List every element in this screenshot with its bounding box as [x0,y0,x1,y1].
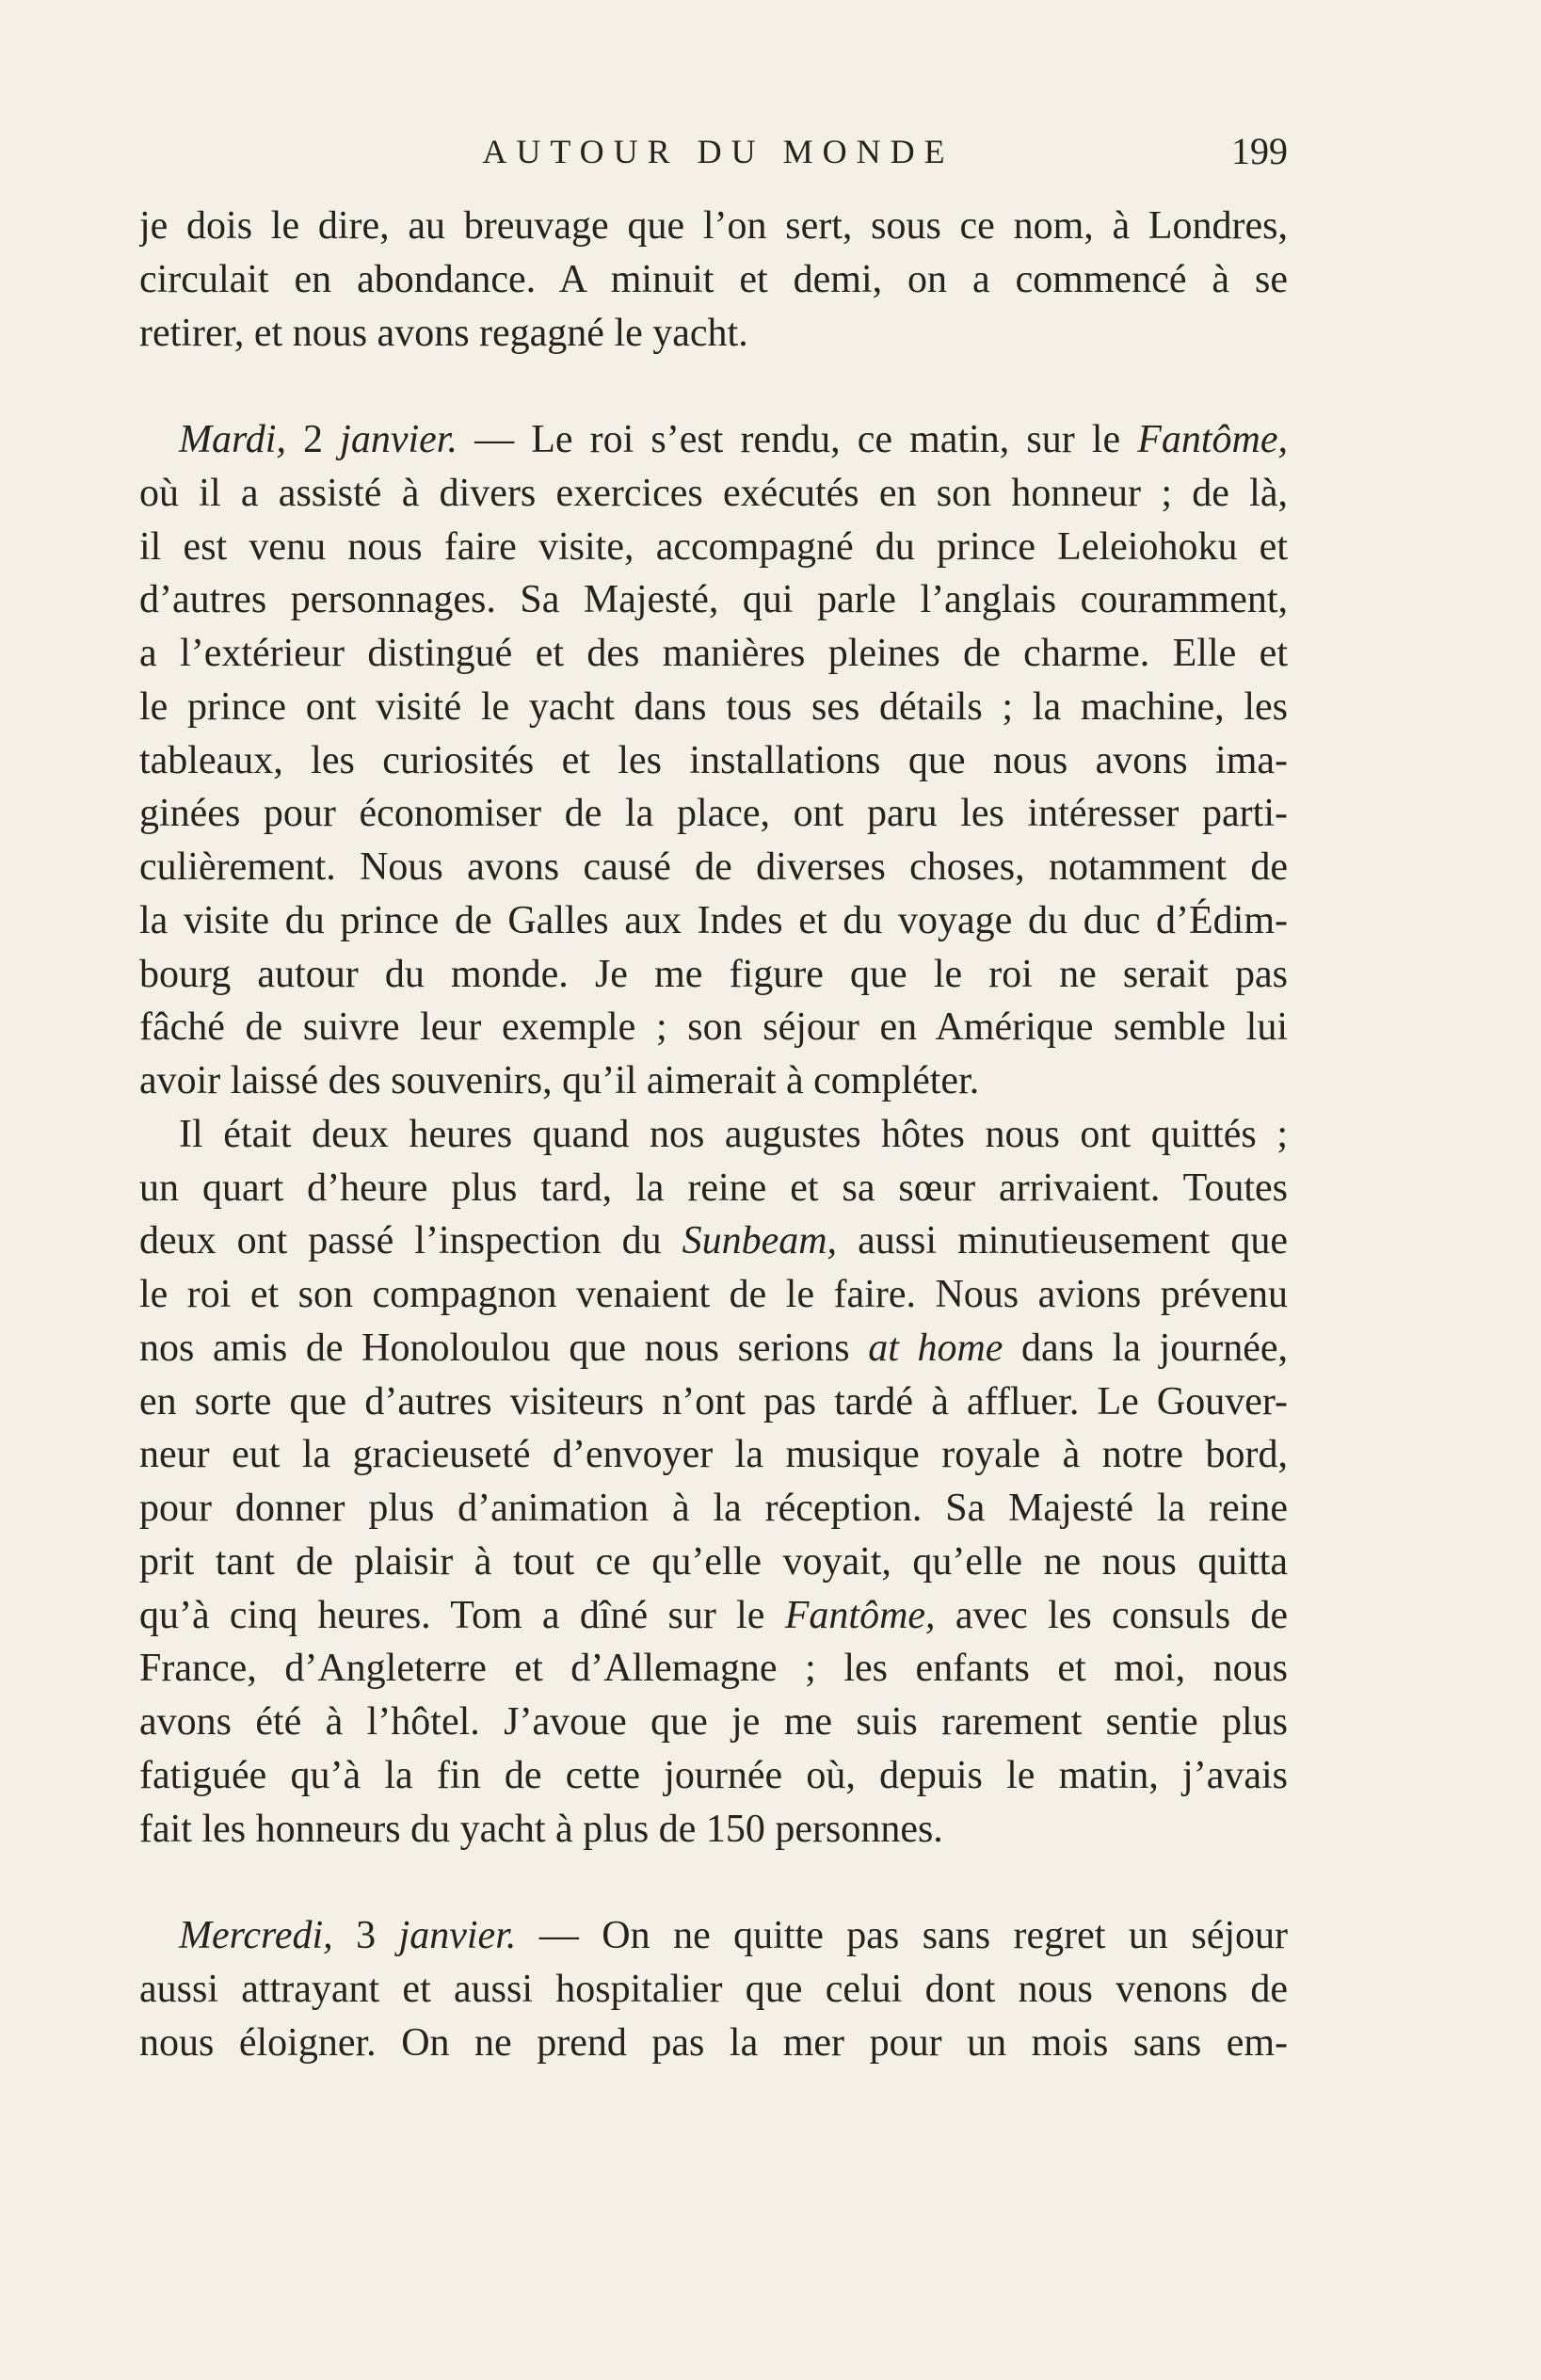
line-text: avec les consuls de [935,1593,1288,1637]
text-line [139,1536,1288,1589]
text-line [139,1642,1288,1696]
line-text: a l’extérieur distingué et des manières pleines de charme. Elle et [139,632,1288,675]
line-text: d’autres personnages. Sa Majesté, qui parle l’anglais couramment, [139,578,1288,622]
text-line [139,467,1288,521]
text-line [139,1108,1288,1162]
text-line [139,1696,1288,1749]
text-line [139,1482,1288,1536]
line-text: dans la journée, [1003,1326,1288,1370]
page-number: 199 [1231,130,1288,172]
text-line [139,1375,1288,1429]
text-line [139,627,1288,681]
line-text: fatiguée qu’à la fin de cette journée où, depuis le matin, j’avais [139,1753,1288,1797]
line-text: où il a assisté à divers exercices exécutés en son honneur ; de là, [139,471,1288,515]
date-month: janvier. [398,1914,517,1957]
line-text: nous éloigner. On ne prend pas la mer pour un mois sans em- [139,2020,1288,2065]
text-line [139,681,1288,734]
line-text: — On ne quitte pas sans regret un séjour [516,1914,1288,1957]
line-text: — Le roi s’est rendu, ce matin, sur le [457,418,1138,461]
text-line [139,734,1288,788]
text-line [139,894,1288,948]
line-text: avons été à l’hôtel. J’avoue que je me suis rarement sentie plus [139,1700,1288,1744]
paragraph-mardi [139,413,1288,1108]
text-line [139,413,1288,467]
running-head: AUTOUR DU MONDE [482,133,955,170]
line-text: fait les honneurs du yacht à plus de 150 personnes. [139,1807,943,1851]
paragraph [139,200,1288,360]
line-text: aussi attrayant et aussi hospitalier que celui dont nous venons de [139,1967,1288,2011]
line-text: pour donner plus d’animation à la réception. Sa Majesté la reine [139,1487,1288,1530]
line-text: je dois le dire, au breuvage que l’on sert, sous ce nom, à Londres, [139,204,1288,248]
line-text: neur eut la gracieuseté d’envoyer la musique royale à notre bord, [139,1433,1288,1477]
text-line [139,307,1288,361]
line-text: bourg autour du monde. Je me figure que le roi ne serait pas [139,952,1288,996]
text-line [139,1803,1288,1857]
text-line [139,1054,1288,1108]
ship-name: Fantôme, [784,1593,936,1637]
paragraph-mercredi [139,1909,1288,2069]
line-text: avoir laissé des souvenirs, qu’il aimerait à compléter. [139,1059,980,1102]
ship-name: Sunbeam, [682,1219,838,1263]
text-line [139,253,1288,307]
text-line [139,1268,1288,1322]
text-line [139,1589,1288,1643]
line-text: Il était deux heures quand nos augustes hôtes nous ont quittés ; [179,1112,1288,1156]
line-text: en sorte que d’autres visiteurs n’ont pas tardé à affluer. Le Gouver- [139,1379,1288,1423]
text-line [139,2017,1288,2070]
text-line [139,948,1288,1002]
date-weekday: Mardi, [179,418,286,461]
date-day: 3 [332,1914,399,1957]
line-text: un quart d’heure plus tard, la reine et sa sœur arrivaient. Toutes [139,1166,1288,1210]
text-line [139,841,1288,894]
date-weekday: Mercredi, [179,1914,333,1957]
text-line [139,1963,1288,2017]
line-text: culièrement. Nous avons causé de diverses choses, notamment de [139,845,1288,889]
line-text: circulait en abondance. A minuit et demi, on a commencé à se [139,257,1288,301]
text-line [139,787,1288,841]
text-line [139,1749,1288,1803]
text-line [139,1322,1288,1375]
date-day: 2 [285,418,341,461]
line-text: le prince ont visité le yacht dans tous ses détails ; la machine, les [139,684,1288,729]
line-text: prit tant de plaisir à tout ce qu’elle voyait, qu’elle ne nous quitta [139,1539,1288,1584]
line-text: fâché de suivre leur exemple ; son séjour en Amérique semble lui [139,1005,1288,1050]
line-text: France, d’Angleterre et d’Allemagne ; les enfants et moi, nous [139,1647,1288,1691]
line-text: retirer, et nous avons regagné le yacht. [139,311,748,355]
line-text: il est venu nous faire visite, accompagné du prince Leleiohoku et [139,524,1288,569]
text-line [139,1001,1288,1054]
line-text: aussi minutieusement que [837,1219,1288,1263]
text-line [139,1909,1288,1963]
paragraph [139,1108,1288,1857]
line-text: qu’à cinq heures. Tom a dîné sur le [139,1593,785,1637]
line-text: deux ont passé l’inspection du [139,1219,682,1263]
line-text: le roi et son compagnon venaient de le faire. Nous avions prévenu [139,1273,1288,1316]
text-line [139,1428,1288,1482]
text-line [139,1214,1288,1268]
text-line [139,521,1288,574]
line-text: la visite du prince de Galles aux Indes et du voyage du duc d’Édim- [139,898,1288,942]
ship-name: Fantôme, [1137,418,1288,461]
text-line [139,200,1288,253]
text-line [139,1162,1288,1215]
line-text: nos amis de Honoloulou que nous serions [139,1326,869,1370]
line-text: tableaux, les curiosités et les installations que nous avons ima- [139,738,1288,782]
text-block [139,200,1288,2069]
date-month: janvier. [340,418,457,461]
page-header [139,128,1288,175]
foreign-phrase: at home [868,1326,1003,1370]
text-line [139,573,1288,627]
line-text: ginées pour économiser de la place, ont paru les intéresser parti- [139,792,1288,836]
